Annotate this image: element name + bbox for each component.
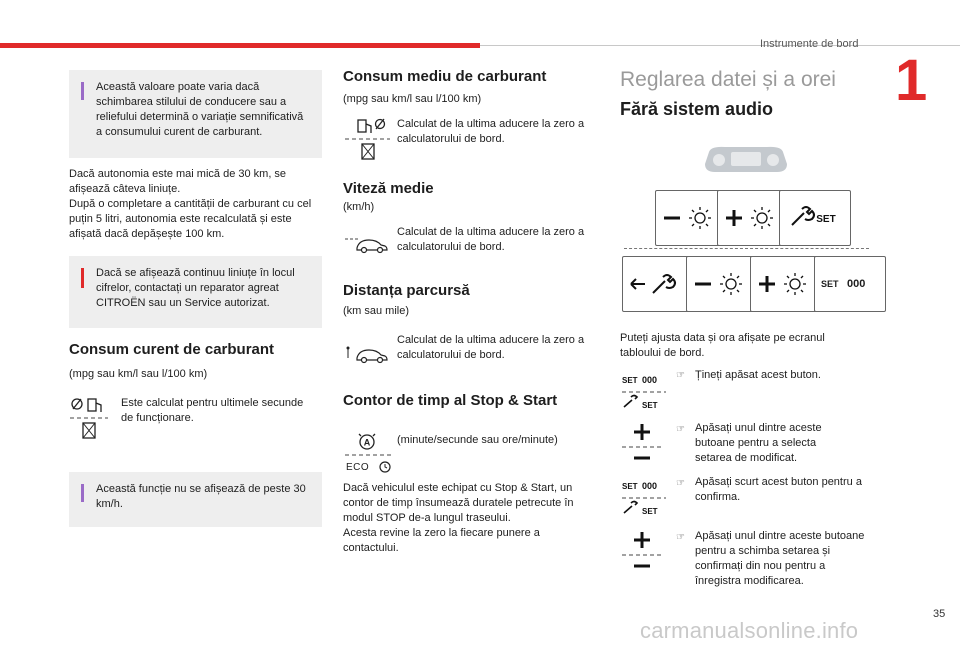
unit-consum-curent: (mpg sau km/l sau l/100 km): [69, 368, 208, 380]
subtitle-fara-audio: Fără sistem audio: [620, 99, 774, 119]
wrench-set-button[interactable]: [779, 190, 851, 246]
warning-note-text: Dacă se afișează continuu liniuțe în locul cifrelor, contactați un reparator agreat CITROËN sau un Service autorizat.: [96, 267, 295, 309]
desc-consum-mediu: Calculat de la ultima aducere la zero a calculatorului de bord.: [397, 118, 585, 145]
desc-contor-2: Acesta revine la zero la fiecare punere a contactului.: [343, 527, 540, 554]
plus-brightness-button-2[interactable]: [750, 256, 822, 312]
svg-text:SET: SET: [622, 376, 638, 385]
bullet-icon: ☞: [676, 424, 685, 435]
unit-distanta: (km sau mile): [343, 305, 410, 317]
desc-distanta: Calculat de la ultima aducere la zero a calculatorului de bord.: [397, 334, 585, 361]
warning-icon: [81, 268, 84, 288]
svg-text:SET: SET: [642, 401, 658, 410]
autonomy-paragraph-2: După o completare a cantității de carburant cu cel puțin 5 litri, autonomia este recalculată și este afișată dacă depășește 100 km.: [69, 198, 312, 240]
header-accent-bar: [0, 43, 480, 48]
desc-contor: Dacă vehiculul este echipat cu Stop & Start, un contor de timp însumează duratele petrecute în modul STOP de-a lungul traseului.: [343, 482, 574, 524]
desc-viteza: Calculat de la ultima aducere la zero a calculatorului de bord.: [397, 226, 585, 253]
step-4: Apăsați unul dintre aceste butoane pentru a schimba setarea și confirmați din nou pentru a înregistra modificarea.: [695, 530, 865, 587]
instant-consumption-icon: [70, 395, 108, 443]
step-1: Țineți apăsat acest buton.: [695, 369, 821, 381]
average-speed-car-icon: [345, 232, 390, 258]
plus-minus-icon-2: [622, 531, 662, 571]
minus-brightness-button-2[interactable]: [686, 256, 758, 312]
warning-note-dashes: [69, 256, 322, 328]
heading-consum-mediu: Consum mediu de carburant: [343, 68, 547, 85]
bullet-icon: ☞: [676, 478, 685, 489]
info-note-text: Această valoare poate varia dacă schimbarea stilului de conducere sau a reliefului determină o variație semnificativă a consumului curent de carburant.: [96, 81, 304, 138]
page-title: Reglarea datei și a orei: [620, 68, 836, 91]
set-000-wrench-icon: [622, 373, 666, 411]
svg-text:000: 000: [642, 481, 658, 491]
heading-contor-stop-start: Contor de timp al Stop & Start: [343, 392, 558, 409]
svg-text:SET: SET: [816, 214, 836, 225]
set-000-button[interactable]: [814, 256, 886, 312]
header-divider: [480, 45, 960, 46]
unit-consum-mediu: (mpg sau km/l sau l/100 km): [343, 93, 482, 105]
instrument-cluster-icon: [703, 144, 789, 174]
unit-contor: (minute/secunde sau ore/minute): [397, 434, 558, 446]
step-3: Apăsați scurt acest buton pentru a confirma.: [695, 476, 862, 503]
svg-text:SET: SET: [642, 507, 658, 516]
section-title: Instrumente de bord: [760, 38, 859, 50]
svg-text:000: 000: [642, 375, 658, 385]
desc-consum-curent: Este calculat pentru ultimele secunde de funcționare.: [121, 397, 304, 424]
zero-label: 000: [847, 278, 866, 290]
set-label: SET: [821, 279, 839, 289]
info-note-speed-text: Această funcție nu se afișează de peste 30 km/h.: [96, 483, 306, 510]
watermark: carmanualsonline.info: [640, 618, 859, 643]
separator-dashed: [624, 248, 869, 249]
eco-label: ECO: [346, 462, 370, 473]
info-note-speed: [69, 472, 322, 527]
info-note-variation: [69, 70, 322, 158]
unit-viteza: (km/h): [343, 201, 375, 213]
plus-minus-icon: [622, 423, 662, 463]
autonomy-paragraph-1: Dacă autonomia este mai mică de 30 km, se afișează câteva liniuțe.: [69, 168, 287, 195]
heading-consum-curent: Consum curent de carburant: [69, 341, 275, 358]
intro-text: Puteți ajusta data și ora afișate pe ecranul tabloului de bord.: [620, 332, 825, 359]
distance-car-icon: [345, 342, 390, 366]
heading-viteza-medie: Viteză medie: [343, 180, 434, 197]
average-consumption-icon: [345, 116, 390, 164]
bullet-icon: ☞: [676, 532, 685, 543]
info-icon: [81, 484, 84, 502]
chapter-number: 1: [895, 48, 928, 113]
bullet-icon: ☞: [676, 370, 685, 381]
heading-distanta: Distanța parcursă: [343, 282, 470, 299]
step-2: Apăsați unul dintre aceste butoane pentru a selecta setarea de modificat.: [695, 422, 822, 464]
page-number: 35: [933, 608, 946, 620]
set-000-wrench-icon-2: [622, 479, 666, 517]
svg-text:SET: SET: [622, 482, 638, 491]
svg-text:A: A: [363, 437, 371, 448]
back-wrench-button[interactable]: [622, 256, 694, 312]
info-icon: [81, 82, 84, 100]
